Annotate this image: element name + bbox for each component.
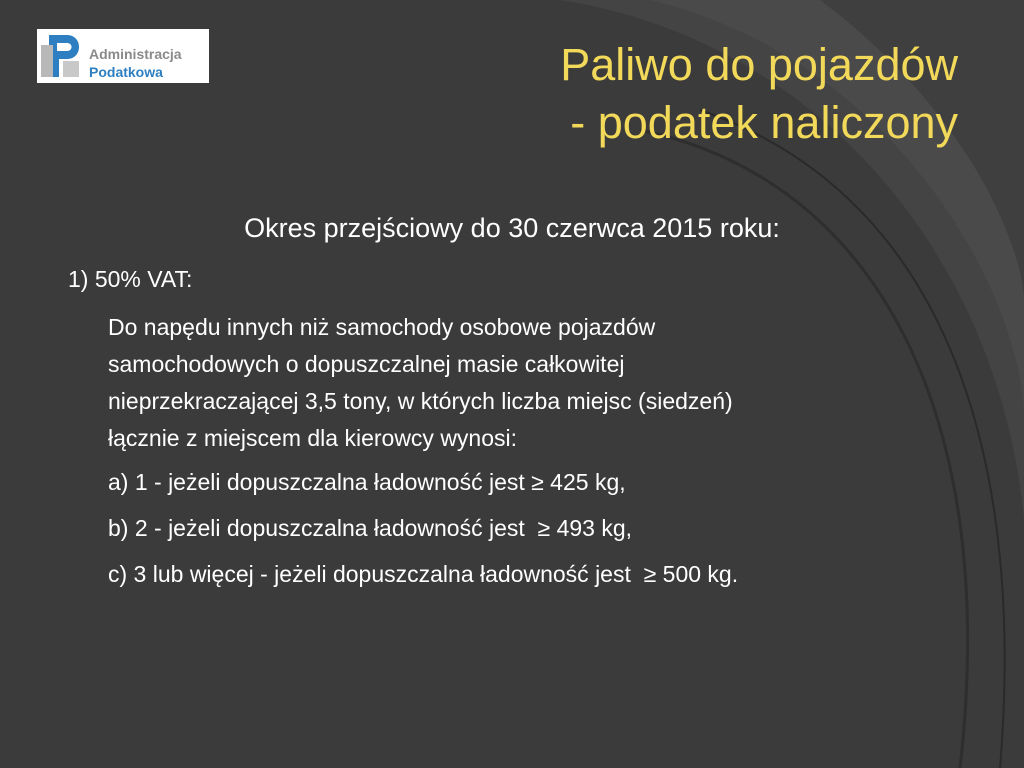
paragraph-line: samochodowych o dopuszczalnej masie całkowitej [108, 351, 625, 377]
slide-subtitle: Okres przejściowy do 30 czerwca 2015 roku: [244, 213, 780, 243]
slide-title-line2: - podatek naliczony [570, 97, 958, 148]
slide-title [560, 36, 958, 152]
logo-text-line2: Podatkowa [89, 64, 163, 80]
paragraph-line: nieprzekraczającej 3,5 tony, w których liczba miejsc (siedzeń) [108, 388, 733, 414]
list-item: c) 3 lub więcej - jeżeli dopuszczalna ładowność jest ≥ 500 kg. [108, 561, 739, 587]
list-item: a) 1 - jeżeli dopuszczalna ładowność jest ≥ 425 kg, [108, 469, 626, 495]
point-heading: 1) 50% VAT: [68, 266, 193, 292]
condition-list [108, 464, 738, 602]
slide-title-line1: Paliwo do pojazdów [560, 39, 958, 90]
description-paragraph [108, 309, 928, 457]
logo-text-line1: Administracja [89, 46, 182, 62]
list-item: b) 2 - jeżeli dopuszczalna ładowność jest ≥ 493 kg, [108, 515, 633, 541]
paragraph-line: łącznie z miejscem dla kierowcy wynosi: [108, 425, 518, 451]
logo [37, 29, 209, 83]
logo-mark-icon [39, 31, 89, 81]
paragraph-line: Do napędu innych niż samochody osobowe pojazdów [108, 314, 656, 340]
